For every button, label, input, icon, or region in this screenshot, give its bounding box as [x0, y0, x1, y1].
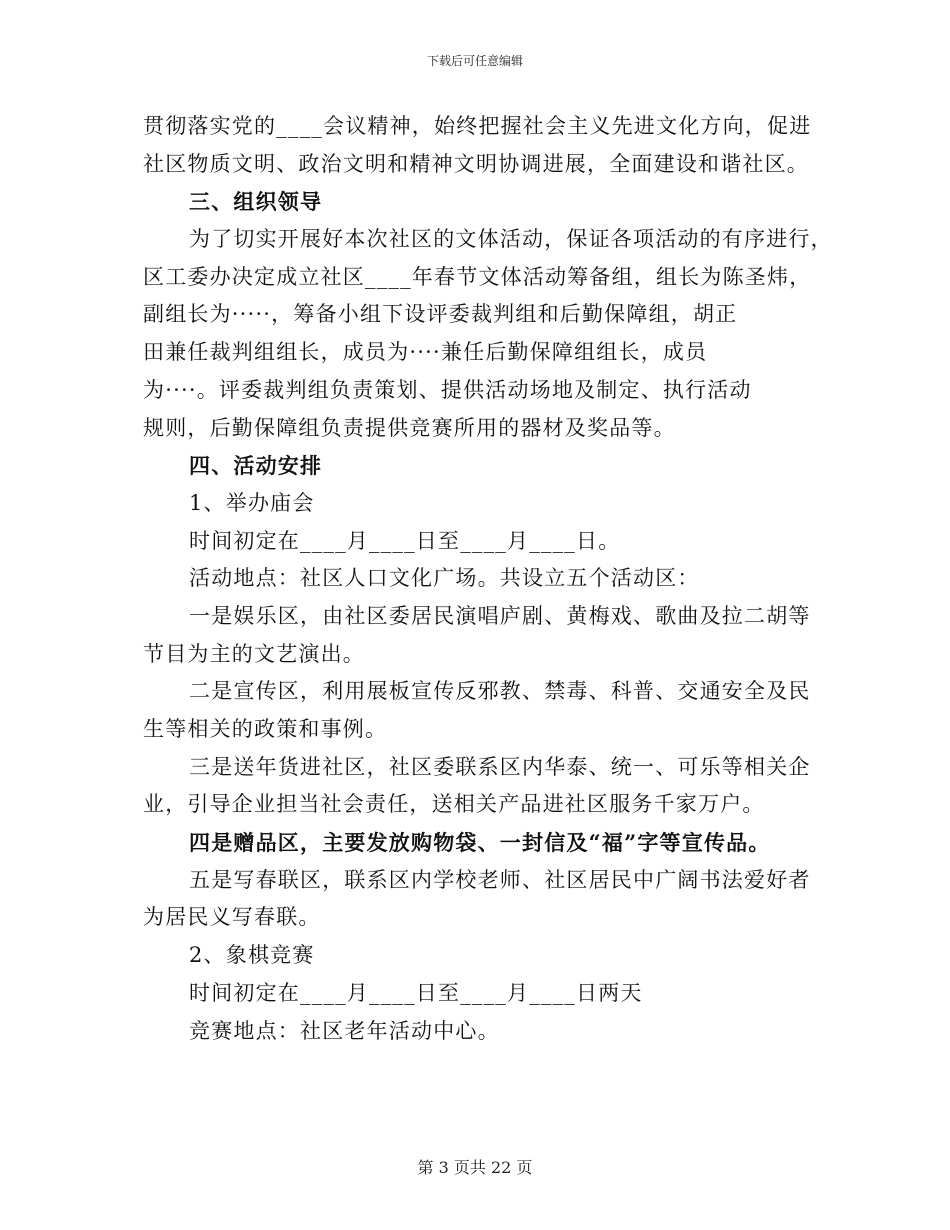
text-line: 节目为主的文艺演出。 — [143, 641, 365, 666]
section-heading: 四是赠品区，主要发放购物袋、一封信及“福”字等宣传品。 — [189, 830, 771, 856]
text-line: 三是送年货进社区，社区委联系区内华泰、统一、可乐等相关企 — [189, 754, 811, 779]
text-line: 业，引导企业担当社会责任，送相关产品进社区服务千家万户。 — [143, 792, 765, 817]
text-line: 区工委办决定成立社区____年春节文体活动筹备组，组长为陈圣炜， — [143, 264, 812, 289]
text-line: 为居民义写春联。 — [143, 905, 321, 930]
text-line: 1、举办庙会 — [189, 490, 315, 515]
text-line: 田兼任裁判组组长，成员为····兼任后勤保障组组长，成员 — [143, 340, 708, 365]
text-line: 一是娱乐区，由社区委居民演唱庐剧、黄梅戏、歌曲及拉二胡等 — [189, 603, 811, 628]
text-line: 社区物质文明、政治文明和精神文明协调进展，全面建设和谐社区。 — [143, 151, 809, 176]
text-line: 副组长为·····，筹备小组下设评委裁判组和后勤保障组，胡正 — [143, 302, 738, 327]
text-line: 为了切实开展好本次社区的文体活动，保证各项活动的有序进行， — [189, 227, 833, 252]
section-heading: 三、组织领导 — [189, 189, 323, 215]
text-line: 2、象棋竞赛 — [189, 943, 315, 968]
text-line: 为····。评委裁判组负责策划、提供活动场地及制定、执行活动 — [143, 377, 752, 402]
text-line: 时间初定在____月____日至____月____日。 — [189, 528, 621, 553]
page-header: 下载后可任意编辑 — [426, 54, 523, 68]
text-line: 二是宣传区，利用展板宣传反邪教、禁毒、科普、交通安全及民 — [189, 679, 811, 704]
text-line: 活动地点：社区人口文化广场。共设立五个活动区： — [189, 566, 700, 591]
document-body — [143, 108, 833, 1050]
page-footer: 第 3 页共 22 页 — [417, 1158, 533, 1177]
text-line: 时间初定在____月____日至____月____日两天 — [189, 980, 643, 1005]
text-line: 贯彻落实党的____会议精神，始终把握社会主义先进文化方向，促进 — [143, 114, 812, 138]
section-heading: 四、活动安排 — [189, 453, 323, 479]
text-line: 竞赛地点：社区老年活动中心。 — [189, 1018, 500, 1043]
text-line: 规则，后勤保障组负责提供竞赛所用的器材及奖品等。 — [143, 415, 676, 440]
text-line: 生等相关的政策和事例。 — [143, 717, 388, 741]
text-line: 五是写春联区，联系区内学校老师、社区居民中广阔书法爱好者 — [189, 867, 811, 892]
